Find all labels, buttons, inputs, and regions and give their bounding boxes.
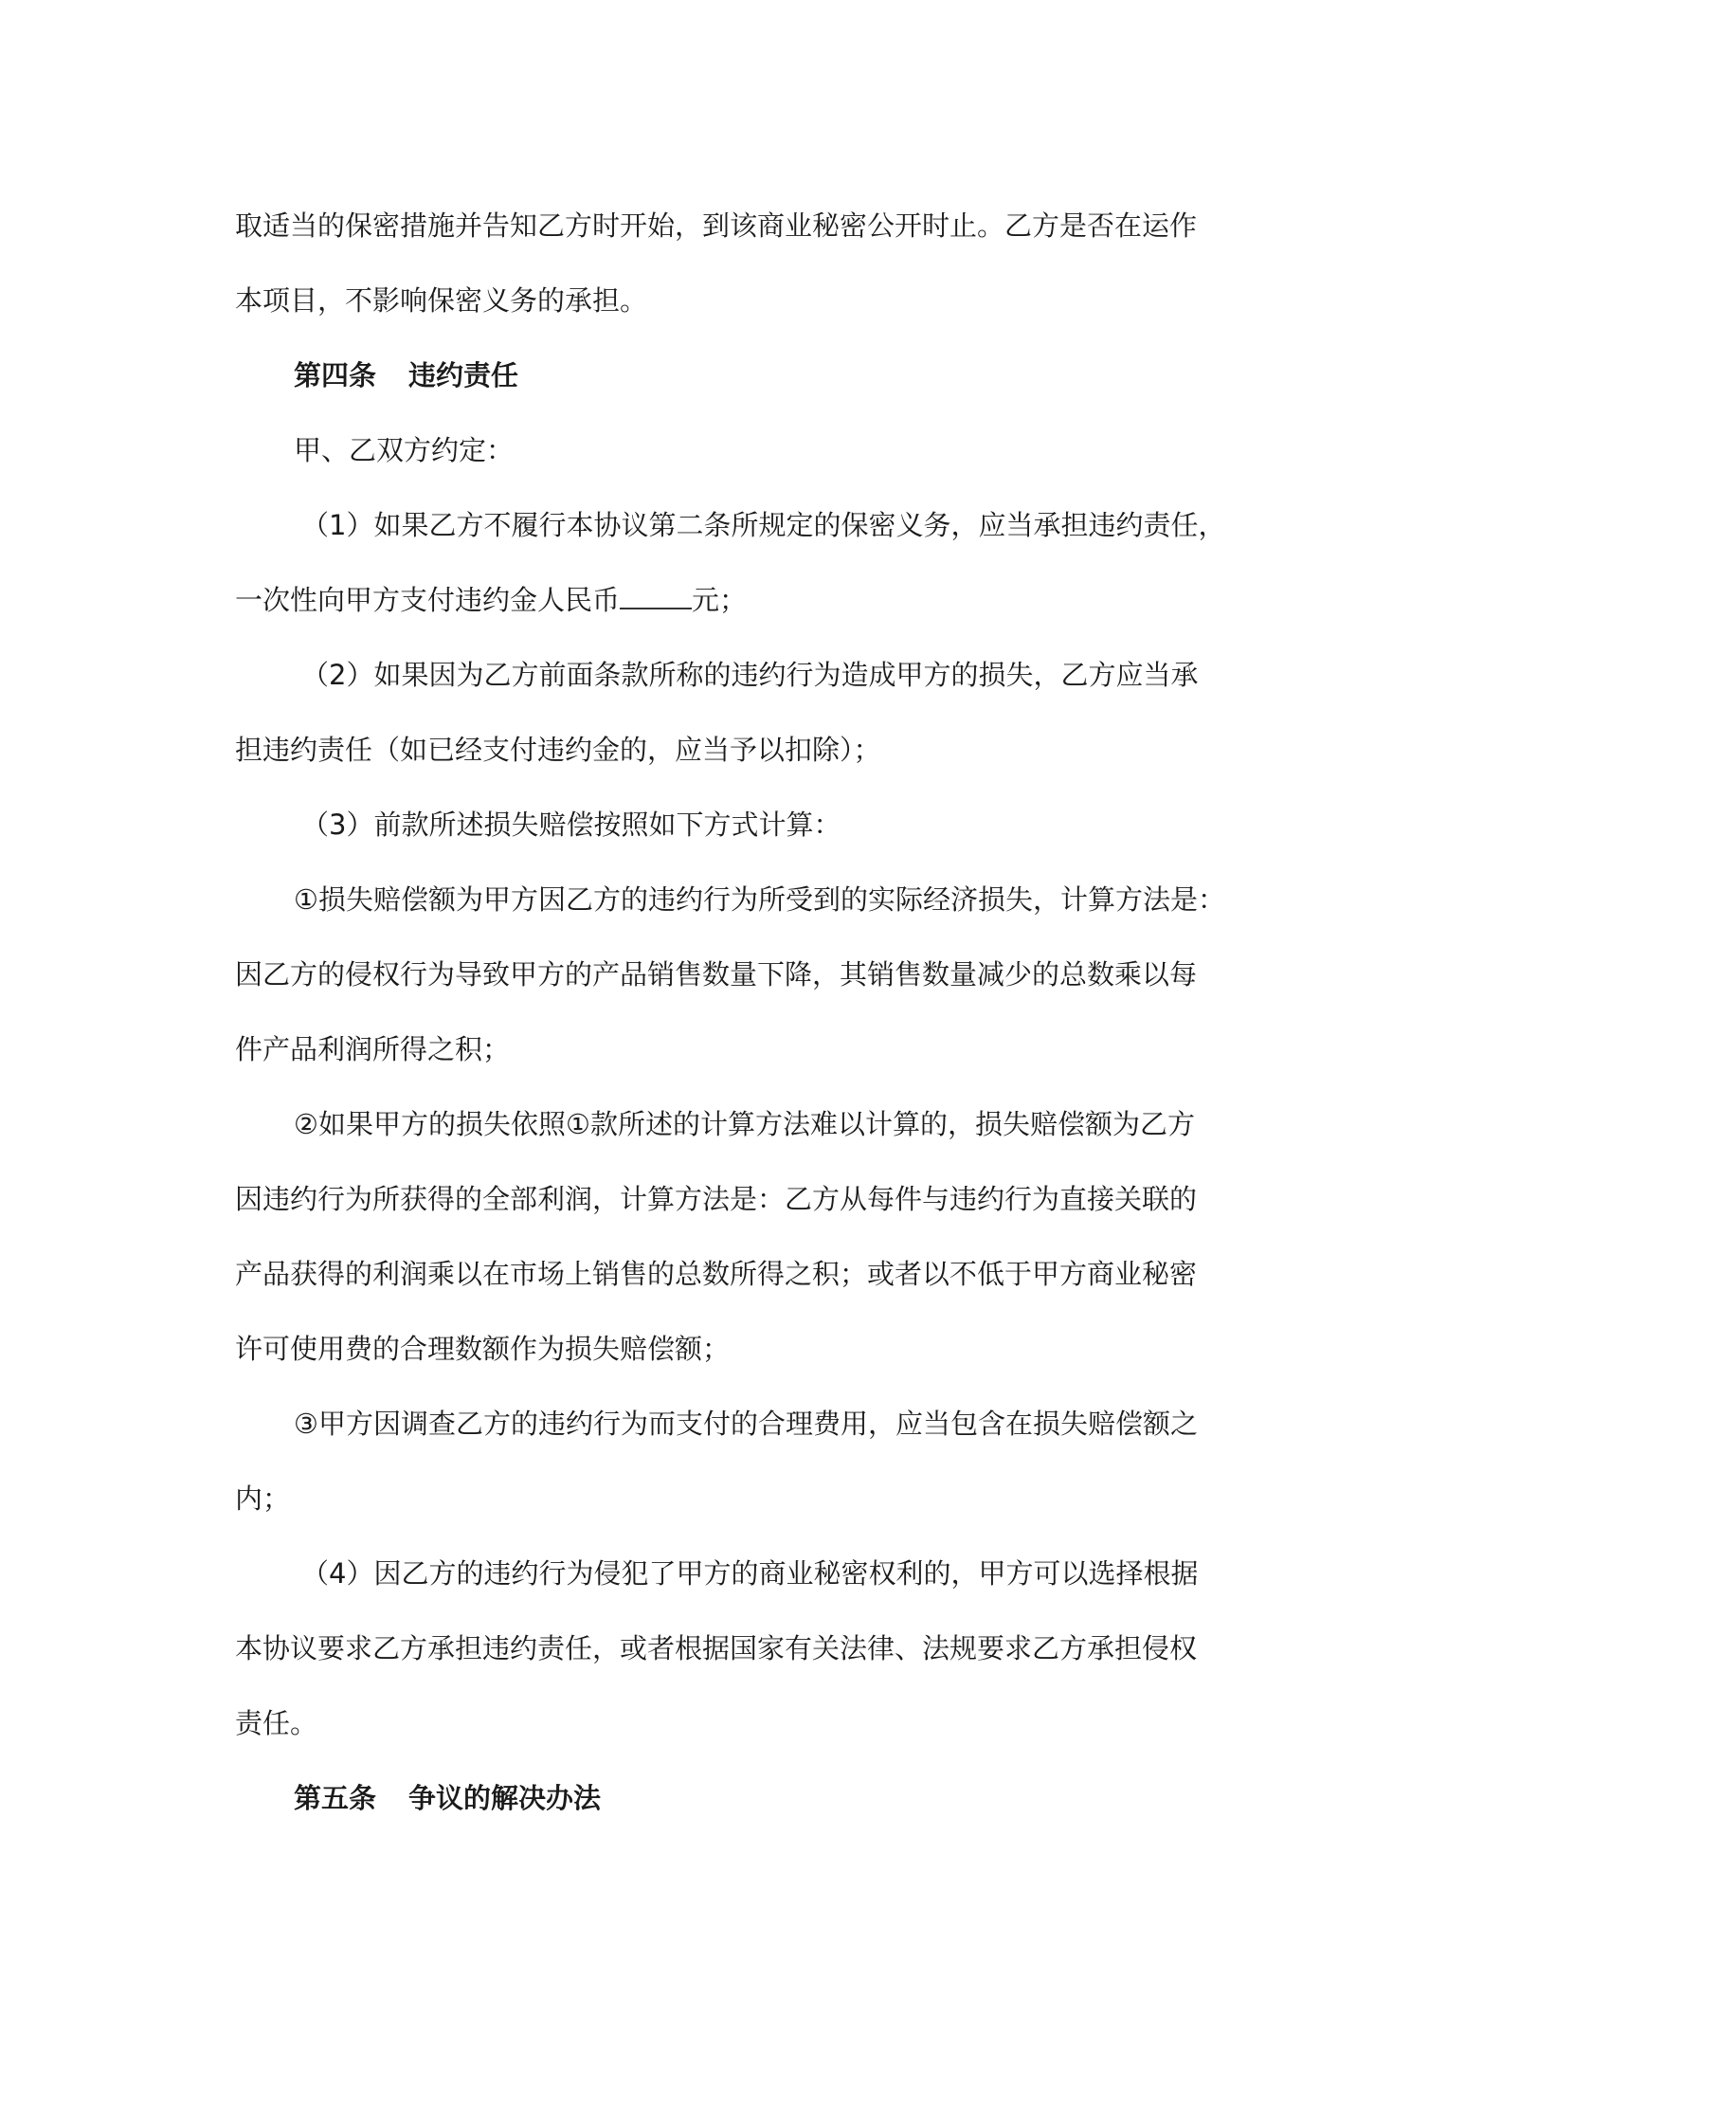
agreement-intro: 甲、乙双方约定：	[294, 434, 515, 466]
article-title: 违约责任	[408, 359, 519, 391]
sub-clause-3-line: 内；	[235, 1482, 291, 1515]
clause-1-line: （1）如果乙方不履行本协议第二条所规定的保密义务，应当承担违约责任，	[301, 509, 1226, 541]
document-body	[235, 199, 1239, 1846]
article-number: 第五条	[294, 1782, 377, 1814]
clause-3-line: （3）前款所述损失赔偿按照如下方式计算：	[301, 809, 841, 841]
clause-1-line	[235, 573, 1239, 648]
article-number: 第四条	[294, 359, 377, 391]
clause-4-line: 本协议要求乙方承担违约责任，或者根据国家有关法律、法规要求乙方承担侵权	[235, 1632, 1198, 1664]
sub-clause-1-line: 因乙方的侵权行为导致甲方的产品销售数量下降，其销售数量减少的总数乘以每	[235, 958, 1198, 991]
paragraph-line: 取适当的保密措施并告知乙方时开始，到该商业秘密公开时止。乙方是否在运作	[235, 209, 1198, 242]
clause-text: 一次性向甲方支付违约金人民币	[235, 584, 621, 616]
article-5-heading	[235, 1772, 1239, 1846]
sub-clause-1-line: ①损失赔偿额为甲方因乙方的违约行为所受到的实际经济损失，计算方法是：	[294, 883, 1225, 916]
sub-clause-2-line: 因违约行为所获得的全部利润，计算方法是：乙方从每件与违约行为直接关联的	[235, 1183, 1198, 1215]
clause-2-line: （2）如果因为乙方前面条款所称的违约行为造成甲方的损失，乙方应当承	[301, 659, 1199, 691]
fill-in-blank[interactable]	[620, 577, 692, 609]
clause-4-line: 责任。	[235, 1707, 318, 1739]
article-4-heading	[235, 349, 1239, 424]
clause-2-line: 担违约责任（如已经支付违约金的，应当予以扣除）；	[235, 734, 881, 766]
article-title: 争议的解决办法	[408, 1782, 602, 1814]
sub-clause-1-line: 件产品利润所得之积；	[235, 1033, 511, 1065]
clause-4-line: （4）因乙方的违约行为侵犯了甲方的商业秘密权利的，甲方可以选择根据	[301, 1557, 1199, 1590]
clause-text: 元；	[692, 584, 748, 616]
sub-clause-2-line: ②如果甲方的损失依照①款所述的计算方法难以计算的，损失赔偿额为乙方	[294, 1108, 1195, 1140]
paragraph-line: 本项目，不影响保密义务的承担。	[235, 284, 648, 317]
sub-clause-3-line: ③甲方因调查乙方的违约行为而支付的合理费用，应当包含在损失赔偿额之	[294, 1408, 1198, 1440]
sub-clause-2-line: 许可使用费的合理数额作为损失赔偿额；	[235, 1333, 731, 1365]
sub-clause-2-line: 产品获得的利润乘以在市场上销售的总数所得之积；或者以不低于甲方商业秘密	[235, 1258, 1198, 1290]
